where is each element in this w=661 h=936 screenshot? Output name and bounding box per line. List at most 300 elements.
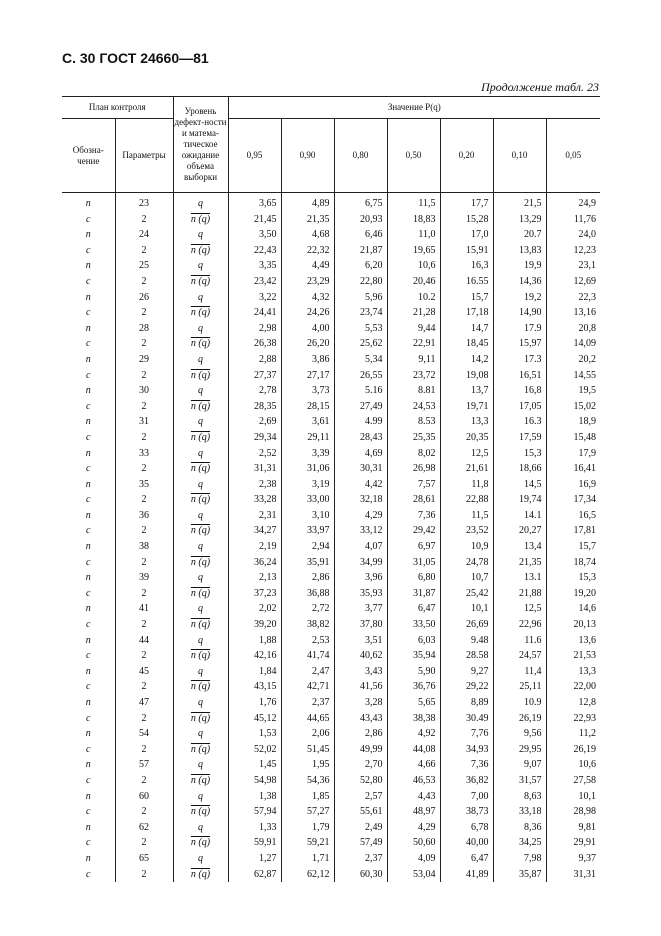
- value-cell: 3,28: [334, 695, 387, 711]
- value-cell: 20,35: [440, 430, 493, 446]
- value-cell: 14,55: [546, 368, 600, 384]
- value-cell: 19,5: [546, 383, 600, 399]
- value-cell: 26,20: [281, 336, 334, 352]
- parameter-cell: 2: [115, 555, 173, 571]
- value-cell: 55,61: [334, 804, 387, 820]
- designation-cell: c: [86, 556, 91, 568]
- value-cell: 3,86: [281, 352, 334, 368]
- parameter-cell: 2: [115, 305, 173, 321]
- value-cell: 54,98: [228, 773, 281, 789]
- value-cell: 4,07: [334, 539, 387, 555]
- value-cell: 10,9: [440, 539, 493, 555]
- parameter-cell: 2: [115, 742, 173, 758]
- value-cell: 29,22: [440, 679, 493, 695]
- parameter-cell: 25: [115, 258, 173, 274]
- level-cell: q: [173, 258, 228, 274]
- parameter-cell: 2: [115, 835, 173, 851]
- value-cell: 6,47: [440, 851, 493, 867]
- header-pq-0: 0,95: [228, 119, 281, 193]
- level-cell: q: [173, 383, 228, 399]
- value-cell: 35,94: [387, 648, 440, 664]
- value-cell: 24,41: [228, 305, 281, 321]
- table-row: [62, 695, 600, 711]
- value-cell: 17,34: [546, 492, 600, 508]
- value-cell: 50,60: [387, 835, 440, 851]
- value-cell: 28,98: [546, 804, 600, 820]
- value-cell: 11,76: [546, 212, 600, 228]
- level-cell: q: [173, 508, 228, 524]
- value-cell: 4,92: [387, 726, 440, 742]
- value-cell: 14,5: [493, 477, 546, 493]
- value-cell: 22,80: [334, 274, 387, 290]
- value-cell: 2,70: [334, 757, 387, 773]
- value-cell: 14,2: [440, 352, 493, 368]
- value-cell: 11,5: [440, 508, 493, 524]
- value-cell: 9.48: [440, 633, 493, 649]
- value-cell: 1,53: [228, 726, 281, 742]
- value-cell: 2,38: [228, 477, 281, 493]
- value-cell: 28,15: [281, 399, 334, 415]
- value-cell: 51,45: [281, 742, 334, 758]
- value-cell: 15,97: [493, 336, 546, 352]
- table-row: [62, 227, 600, 243]
- designation-cell: c: [86, 213, 91, 225]
- table-row: [62, 835, 600, 851]
- value-cell: 16,9: [546, 477, 600, 493]
- value-cell: 9,44: [387, 321, 440, 337]
- value-cell: 30.49: [440, 711, 493, 727]
- value-cell: 9,81: [546, 820, 600, 836]
- designation-cell: n: [85, 603, 91, 615]
- parameter-cell: 2: [115, 711, 173, 727]
- header-pq-4: 0,20: [440, 119, 493, 193]
- value-cell: 3,73: [281, 383, 334, 399]
- value-cell: 11,5: [387, 193, 440, 212]
- value-cell: 33,12: [334, 523, 387, 539]
- level-cell: n (q): [173, 617, 228, 633]
- value-cell: 3,77: [334, 601, 387, 617]
- value-cell: 28.58: [440, 648, 493, 664]
- designation-cell: n: [85, 665, 91, 677]
- header-level: Уровень дефект-ности и матема-тическое ожидание объема выборки: [173, 97, 228, 193]
- level-cell: n (q): [173, 711, 228, 727]
- parameter-cell: 26: [115, 290, 173, 306]
- designation-cell: c: [86, 431, 91, 443]
- value-cell: 54,36: [281, 773, 334, 789]
- value-cell: 3,61: [281, 414, 334, 430]
- value-cell: 2,53: [281, 633, 334, 649]
- value-cell: 2,86: [281, 570, 334, 586]
- value-cell: 6,78: [440, 820, 493, 836]
- value-cell: 4,68: [281, 227, 334, 243]
- level-cell: q: [173, 633, 228, 649]
- value-cell: 15,91: [440, 243, 493, 259]
- value-cell: 31,06: [281, 461, 334, 477]
- value-cell: 12,69: [546, 274, 600, 290]
- value-cell: 25,62: [334, 336, 387, 352]
- value-cell: 19,65: [387, 243, 440, 259]
- value-cell: 2,37: [281, 695, 334, 711]
- value-cell: 3,39: [281, 446, 334, 462]
- parameter-cell: 24: [115, 227, 173, 243]
- value-cell: 15,48: [546, 430, 600, 446]
- designation-cell: n: [85, 260, 91, 272]
- table-row: [62, 555, 600, 571]
- parameter-cell: 28: [115, 321, 173, 337]
- designation-cell: c: [86, 681, 91, 693]
- value-cell: 6,20: [334, 258, 387, 274]
- value-cell: 4,29: [387, 820, 440, 836]
- value-cell: 10,1: [546, 789, 600, 805]
- value-cell: 2,31: [228, 508, 281, 524]
- designation-cell: c: [86, 525, 91, 537]
- value-cell: 34,25: [493, 835, 546, 851]
- value-cell: 35,91: [281, 555, 334, 571]
- value-cell: 2,13: [228, 570, 281, 586]
- value-cell: 46,53: [387, 773, 440, 789]
- value-cell: 2,06: [281, 726, 334, 742]
- value-cell: 23,52: [440, 523, 493, 539]
- parameter-cell: 2: [115, 617, 173, 633]
- table-row: [62, 492, 600, 508]
- value-cell: 17,9: [546, 446, 600, 462]
- value-cell: 13,29: [493, 212, 546, 228]
- value-cell: 44,08: [387, 742, 440, 758]
- value-cell: 7,57: [387, 477, 440, 493]
- value-cell: 31,31: [546, 867, 600, 883]
- value-cell: 7,76: [440, 726, 493, 742]
- value-cell: 10,1: [440, 601, 493, 617]
- value-cell: 40,62: [334, 648, 387, 664]
- value-cell: 5.16: [334, 383, 387, 399]
- table-row: [62, 648, 600, 664]
- table-row: [62, 601, 600, 617]
- value-cell: 13,6: [546, 633, 600, 649]
- parameter-cell: 36: [115, 508, 173, 524]
- value-cell: 13,83: [493, 243, 546, 259]
- value-cell: 36,82: [440, 773, 493, 789]
- value-cell: 23,72: [387, 368, 440, 384]
- value-cell: 5,53: [334, 321, 387, 337]
- parameter-cell: 47: [115, 695, 173, 711]
- value-cell: 4,66: [387, 757, 440, 773]
- value-cell: 41,74: [281, 648, 334, 664]
- designation-cell: c: [86, 369, 91, 381]
- value-cell: 22,3: [546, 290, 600, 306]
- parameter-cell: 2: [115, 430, 173, 446]
- level-cell: q: [173, 695, 228, 711]
- value-cell: 17,81: [546, 523, 600, 539]
- designation-cell: n: [85, 697, 91, 708]
- value-cell: 17.9: [493, 321, 546, 337]
- parameter-cell: 35: [115, 477, 173, 493]
- parameter-cell: 2: [115, 586, 173, 602]
- value-cell: 6,46: [334, 227, 387, 243]
- value-cell: 14,6: [546, 601, 600, 617]
- value-cell: 9,27: [440, 664, 493, 680]
- level-cell: n (q): [173, 742, 228, 758]
- parameter-cell: 2: [115, 523, 173, 539]
- value-cell: 24,9: [546, 193, 600, 212]
- level-cell: q: [173, 290, 228, 306]
- value-cell: 1,38: [228, 789, 281, 805]
- value-cell: 22,43: [228, 243, 281, 259]
- value-cell: 34,99: [334, 555, 387, 571]
- value-cell: 19,74: [493, 492, 546, 508]
- value-cell: 9,56: [493, 726, 546, 742]
- value-cell: 26,69: [440, 617, 493, 633]
- value-cell: 35,93: [334, 586, 387, 602]
- level-cell: n (q): [173, 586, 228, 602]
- value-cell: 3,50: [228, 227, 281, 243]
- value-cell: 36,88: [281, 586, 334, 602]
- level-cell: n (q): [173, 212, 228, 228]
- value-cell: 2,69: [228, 414, 281, 430]
- value-cell: 4,00: [281, 321, 334, 337]
- value-cell: 15,7: [546, 539, 600, 555]
- value-cell: 30,31: [334, 461, 387, 477]
- table-row: [62, 290, 600, 306]
- designation-cell: n: [85, 229, 91, 241]
- parameter-cell: 65: [115, 851, 173, 867]
- value-cell: 16,51: [493, 368, 546, 384]
- value-cell: 23,42: [228, 274, 281, 290]
- table-row: [62, 258, 600, 274]
- value-cell: 11,8: [440, 477, 493, 493]
- table-row: [62, 212, 600, 228]
- value-cell: 17.3: [493, 352, 546, 368]
- designation-cell: n: [85, 728, 91, 740]
- level-cell: n (q): [173, 274, 228, 290]
- designation-cell: n: [85, 478, 91, 490]
- level-cell: q: [173, 321, 228, 337]
- table-row: [62, 633, 600, 649]
- value-cell: 5,96: [334, 290, 387, 306]
- page-header: С. 30 ГОСТ 24660—81: [62, 50, 209, 66]
- parameter-cell: 29: [115, 352, 173, 368]
- parameter-cell: 2: [115, 336, 173, 352]
- level-cell: q: [173, 570, 228, 586]
- value-cell: 59,91: [228, 835, 281, 851]
- designation-cell: n: [85, 821, 91, 833]
- parameter-cell: 2: [115, 492, 173, 508]
- value-cell: 20,93: [334, 212, 387, 228]
- value-cell: 8.81: [387, 383, 440, 399]
- value-cell: 5,65: [387, 695, 440, 711]
- header-pq-5: 0,10: [493, 119, 546, 193]
- value-cell: 19,08: [440, 368, 493, 384]
- value-cell: 13,7: [440, 383, 493, 399]
- value-cell: 23,74: [334, 305, 387, 321]
- value-cell: 14.1: [493, 508, 546, 524]
- level-cell: q: [173, 820, 228, 836]
- value-cell: 28,43: [334, 430, 387, 446]
- value-cell: 18,66: [493, 461, 546, 477]
- value-cell: 34,93: [440, 742, 493, 758]
- value-cell: 37,80: [334, 617, 387, 633]
- table-row: [62, 274, 600, 290]
- level-cell: n (q): [173, 835, 228, 851]
- value-cell: 1,85: [281, 789, 334, 805]
- value-cell: 23,1: [546, 258, 600, 274]
- value-cell: 20,8: [546, 321, 600, 337]
- value-cell: 15,02: [546, 399, 600, 415]
- value-cell: 1,76: [228, 695, 281, 711]
- parameter-cell: 31: [115, 414, 173, 430]
- value-cell: 6,47: [387, 601, 440, 617]
- value-cell: 19,9: [493, 258, 546, 274]
- table-row: [62, 399, 600, 415]
- value-cell: 28,61: [387, 492, 440, 508]
- level-cell: n (q): [173, 399, 228, 415]
- value-cell: 27,17: [281, 368, 334, 384]
- level-cell: n (q): [173, 243, 228, 259]
- level-cell: q: [173, 601, 228, 617]
- value-cell: 27,49: [334, 399, 387, 415]
- table-row: [62, 352, 600, 368]
- value-cell: 3,96: [334, 570, 387, 586]
- value-cell: 12,5: [493, 601, 546, 617]
- parameter-cell: 2: [115, 679, 173, 695]
- table-row: [62, 820, 600, 836]
- value-cell: 9,07: [493, 757, 546, 773]
- level-cell: q: [173, 193, 228, 212]
- value-cell: 3,10: [281, 508, 334, 524]
- designation-cell: c: [86, 806, 91, 818]
- table-row: [62, 742, 600, 758]
- value-cell: 11,2: [546, 726, 600, 742]
- value-cell: 35,87: [493, 867, 546, 883]
- value-cell: 10,6: [387, 258, 440, 274]
- designation-cell: c: [86, 774, 91, 786]
- designation-cell: c: [86, 494, 91, 506]
- value-cell: 12,23: [546, 243, 600, 259]
- value-cell: 20,13: [546, 617, 600, 633]
- value-cell: 34,27: [228, 523, 281, 539]
- header-pq-3: 0,50: [387, 119, 440, 193]
- value-cell: 2,52: [228, 446, 281, 462]
- value-cell: 7,98: [493, 851, 546, 867]
- parameter-cell: 41: [115, 601, 173, 617]
- value-cell: 1,84: [228, 664, 281, 680]
- parameter-cell: 2: [115, 274, 173, 290]
- level-cell: n (q): [173, 430, 228, 446]
- value-cell: 27,58: [546, 773, 600, 789]
- table-row: [62, 508, 600, 524]
- value-cell: 8,36: [493, 820, 546, 836]
- value-cell: 18,74: [546, 555, 600, 571]
- value-cell: 53,04: [387, 867, 440, 883]
- value-cell: 42,16: [228, 648, 281, 664]
- value-cell: 25,42: [440, 586, 493, 602]
- designation-cell: c: [86, 712, 91, 724]
- parameter-cell: 39: [115, 570, 173, 586]
- designation-cell: c: [86, 400, 91, 412]
- value-cell: 11,4: [493, 664, 546, 680]
- designation-cell: n: [85, 759, 91, 771]
- value-cell: 4,69: [334, 446, 387, 462]
- value-cell: 14,7: [440, 321, 493, 337]
- value-cell: 4,49: [281, 258, 334, 274]
- value-cell: 26,98: [387, 461, 440, 477]
- value-cell: 52,02: [228, 742, 281, 758]
- value-cell: 6,97: [387, 539, 440, 555]
- header-pq-2: 0,80: [334, 119, 387, 193]
- designation-cell: n: [85, 634, 91, 646]
- designation-cell: c: [86, 837, 91, 849]
- value-cell: 15,28: [440, 212, 493, 228]
- value-cell: 15,3: [493, 446, 546, 462]
- table-body: [62, 193, 600, 883]
- parameter-cell: 38: [115, 539, 173, 555]
- value-cell: 16,5: [546, 508, 600, 524]
- table-row: [62, 430, 600, 446]
- parameter-cell: 44: [115, 633, 173, 649]
- level-cell: n (q): [173, 679, 228, 695]
- value-cell: 2,02: [228, 601, 281, 617]
- value-cell: 22,96: [493, 617, 546, 633]
- table-row: [62, 383, 600, 399]
- value-cell: 22,91: [387, 336, 440, 352]
- level-cell: q: [173, 227, 228, 243]
- value-cell: 31,57: [493, 773, 546, 789]
- value-cell: 48,97: [387, 804, 440, 820]
- value-cell: 4,29: [334, 508, 387, 524]
- value-cell: 31,87: [387, 586, 440, 602]
- value-cell: 31,31: [228, 461, 281, 477]
- value-cell: 38,73: [440, 804, 493, 820]
- parameter-cell: 2: [115, 399, 173, 415]
- value-cell: 8,63: [493, 789, 546, 805]
- value-cell: 19,71: [440, 399, 493, 415]
- value-cell: 2,47: [281, 664, 334, 680]
- value-cell: 29,91: [546, 835, 600, 851]
- value-cell: 3,65: [228, 193, 281, 212]
- value-cell: 18,9: [546, 414, 600, 430]
- designation-cell: n: [85, 790, 91, 802]
- table-row: [62, 305, 600, 321]
- value-cell: 21,35: [493, 555, 546, 571]
- table-row: [62, 446, 600, 462]
- value-cell: 3,22: [228, 290, 281, 306]
- value-cell: 14,90: [493, 305, 546, 321]
- value-cell: 60,30: [334, 867, 387, 883]
- value-cell: 20,27: [493, 523, 546, 539]
- table-row: [62, 414, 600, 430]
- value-cell: 7,00: [440, 789, 493, 805]
- value-cell: 25,11: [493, 679, 546, 695]
- table-row: [62, 711, 600, 727]
- level-cell: n (q): [173, 336, 228, 352]
- value-cell: 2,94: [281, 539, 334, 555]
- value-cell: 16.3: [493, 414, 546, 430]
- level-cell: q: [173, 789, 228, 805]
- value-cell: 4,09: [387, 851, 440, 867]
- level-cell: q: [173, 352, 228, 368]
- parameter-cell: 2: [115, 368, 173, 384]
- table-row: [62, 523, 600, 539]
- value-cell: 3,35: [228, 258, 281, 274]
- value-cell: 1,27: [228, 851, 281, 867]
- value-cell: 29,34: [228, 430, 281, 446]
- table-row: [62, 570, 600, 586]
- level-cell: n (q): [173, 773, 228, 789]
- designation-cell: n: [85, 541, 91, 553]
- value-cell: 6,75: [334, 193, 387, 212]
- value-cell: 33,28: [228, 492, 281, 508]
- designation-cell: n: [85, 385, 91, 397]
- value-cell: 36,24: [228, 555, 281, 571]
